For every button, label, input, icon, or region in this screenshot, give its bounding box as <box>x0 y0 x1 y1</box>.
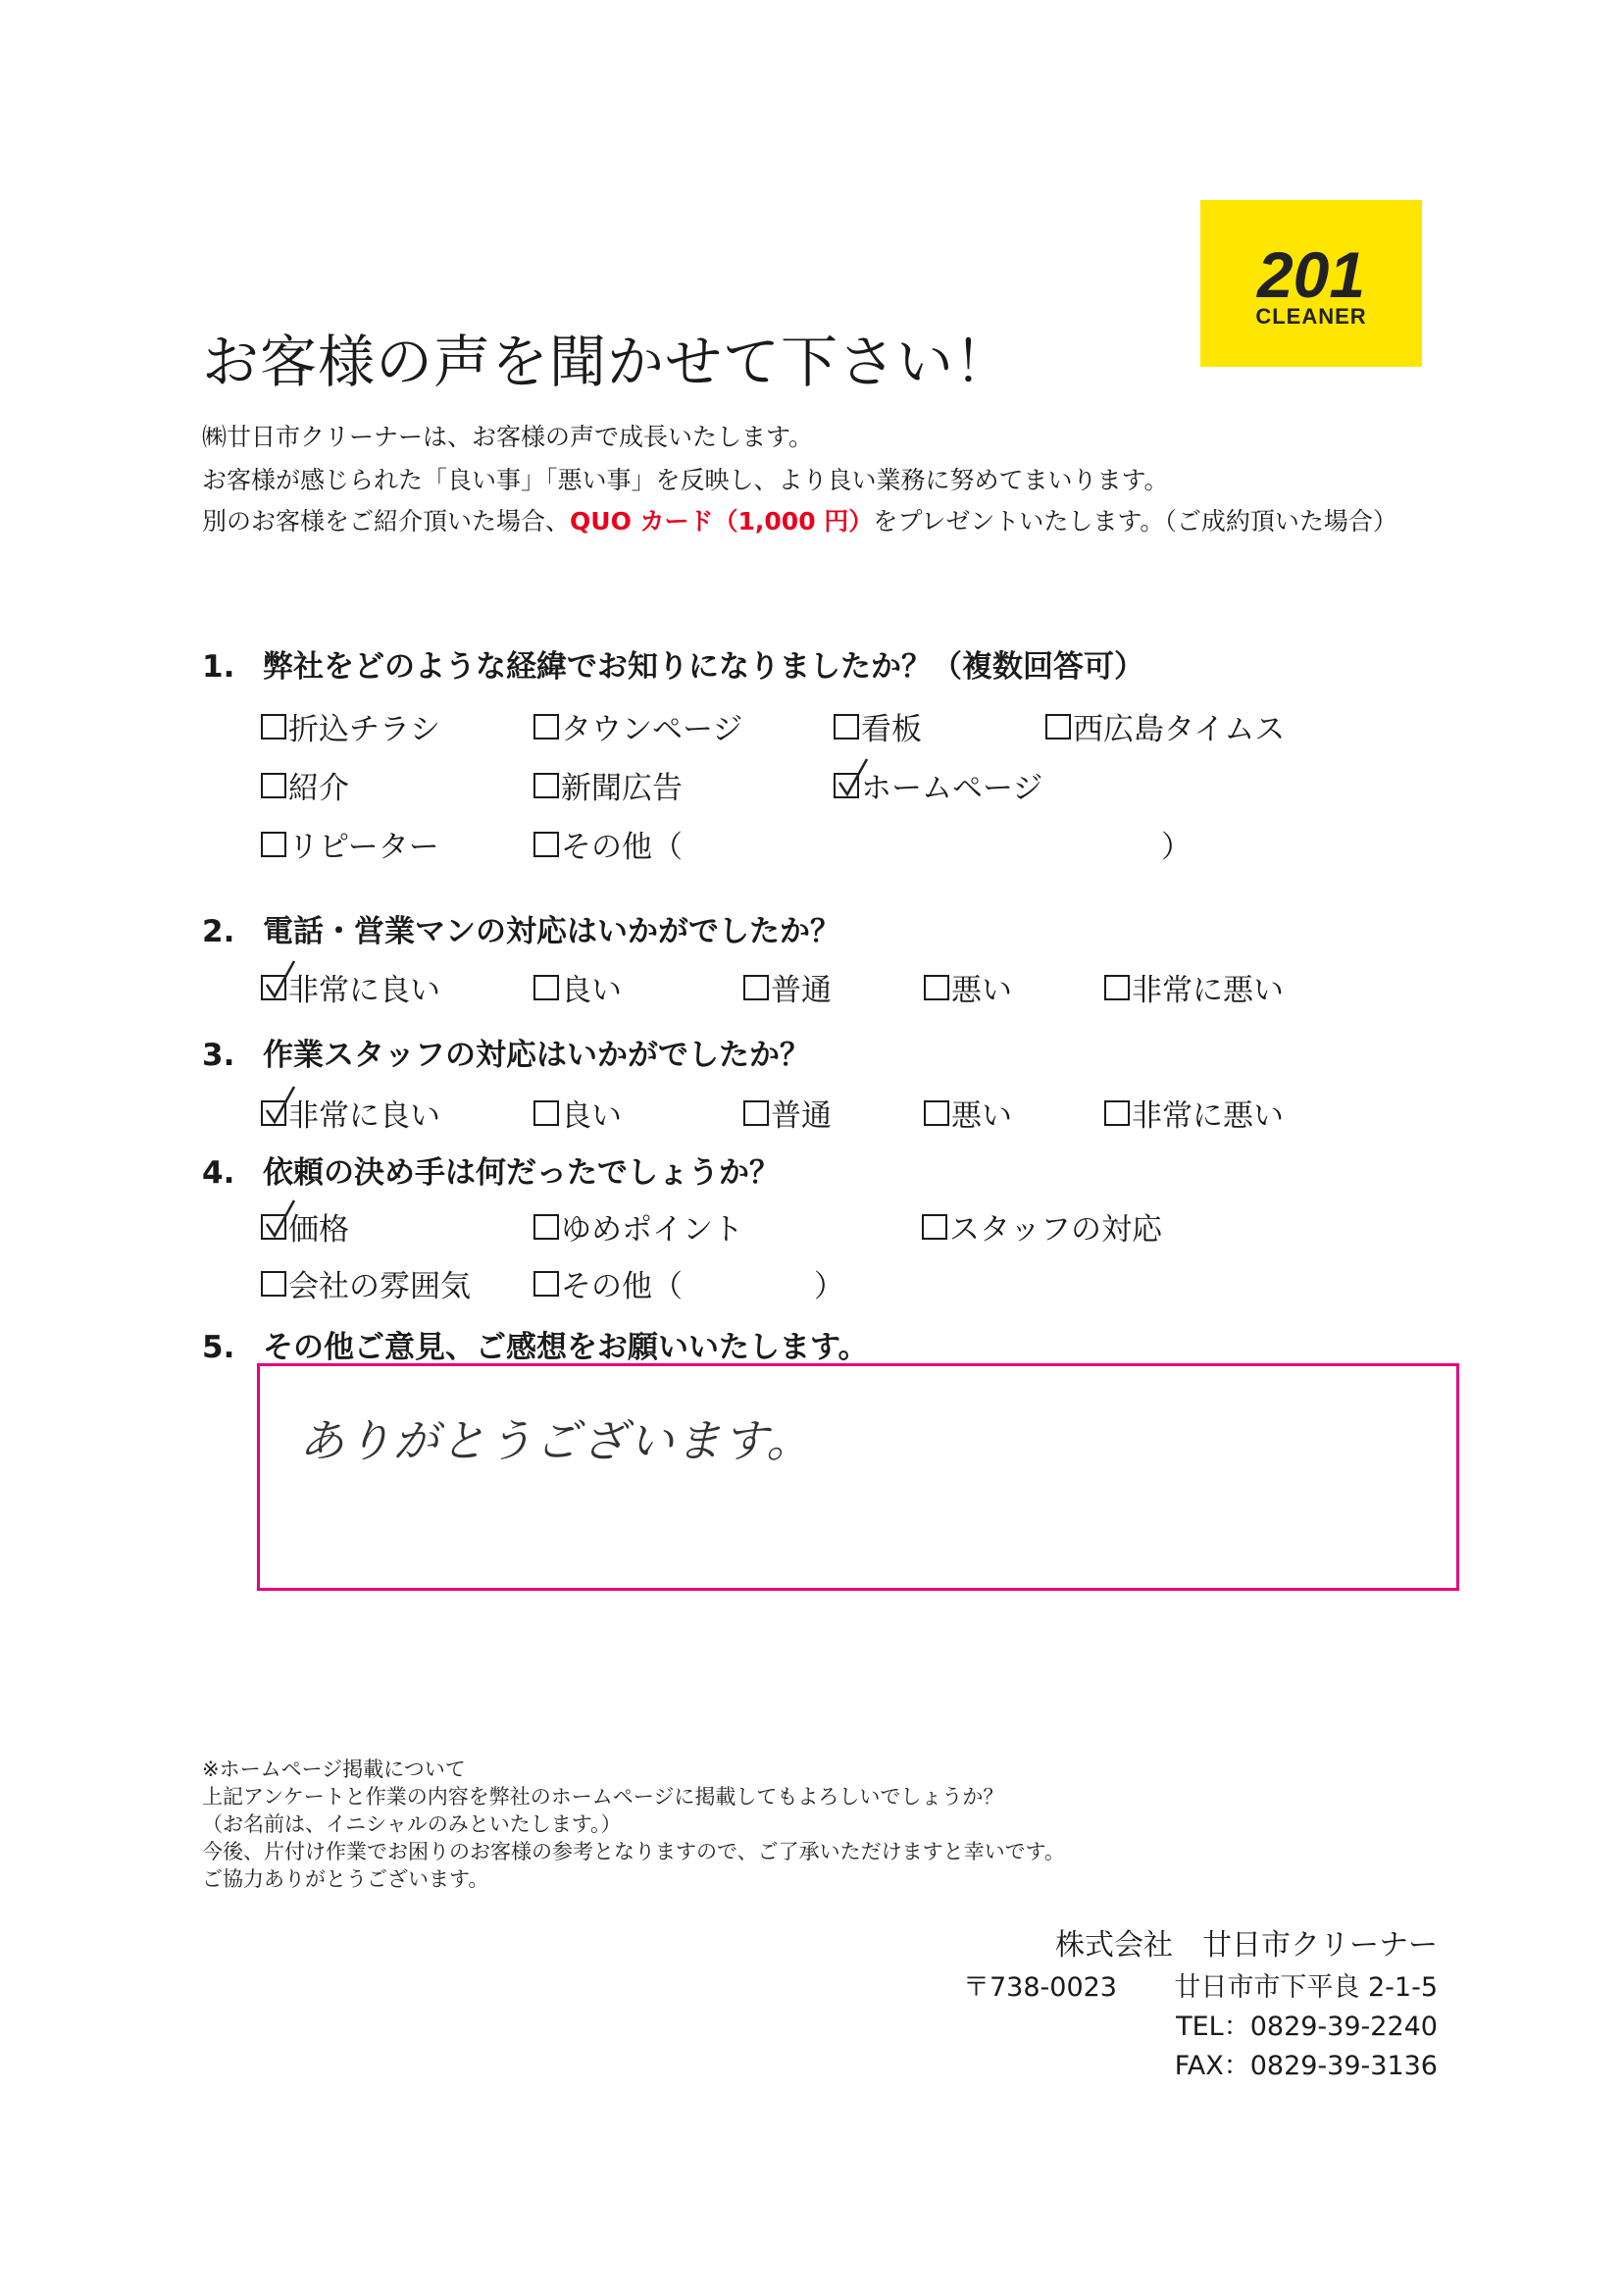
page-title: お客様の声を聞かせて下さい！ <box>202 329 1013 395</box>
q3-option-very-bad[interactable]: 非常に悪い <box>1104 1091 1284 1135</box>
checkmark-icon <box>265 1198 296 1238</box>
intro-line-3-post: をプレゼントいたします。（ご成約頂いた場合） <box>873 507 1397 535</box>
checkbox[interactable] <box>533 773 559 798</box>
note-line-4: 今後、片付け作業でお困りのお客様の参考となりますので、ご了承いただけますと幸いです。 <box>202 1840 1065 1863</box>
intro-line-3 <box>202 502 1397 537</box>
q2-option-normal[interactable]: 普通 <box>743 965 832 1009</box>
q1-option-nishihiroshima-times[interactable]: 西広島タイムス <box>1045 704 1285 748</box>
q4-other-close-paren: ） <box>814 1269 844 1304</box>
q2-option-very-good[interactable]: 非常に良い <box>261 965 440 1009</box>
note-line-1: ※ホームページ掲載について <box>202 1758 466 1781</box>
checkbox[interactable] <box>261 1271 286 1297</box>
note-line-2: 上記アンケートと作業の内容を弊社のホームページに掲載してもよろしいでしょうか？ <box>202 1785 1004 1809</box>
handwritten-answer: ありがとうございます。 <box>299 1414 814 1467</box>
checkbox[interactable] <box>533 832 559 857</box>
checkbox-checked[interactable] <box>261 1214 286 1240</box>
comment-textarea[interactable] <box>257 1363 1459 1591</box>
q1-option-other[interactable]: その他（ <box>533 822 683 866</box>
checkbox[interactable] <box>533 1100 559 1126</box>
checkbox-checked[interactable] <box>261 975 286 1000</box>
question-4 <box>202 1147 780 1192</box>
checkbox[interactable] <box>1104 1100 1130 1126</box>
q3-option-good[interactable]: 良い <box>533 1091 622 1135</box>
company-tel: TEL：0829-39-2240 <box>1176 2012 1438 2042</box>
note-line-5: ご協力ありがとうございます。 <box>202 1867 489 1891</box>
company-name: 株式会社 廿日市クリーナー <box>1055 1928 1438 1963</box>
q4-option-atmosphere[interactable]: 会社の雰囲気 <box>261 1261 471 1305</box>
question-text: 電話・営業マンの対応はいかがでしたか？ <box>263 914 840 949</box>
q4-option-yume-point[interactable]: ゆめポイント <box>533 1204 743 1249</box>
intro-line-3-pre: 別のお客様をご紹介頂いた場合、 <box>202 507 571 535</box>
q1-option-signboard[interactable]: 看板 <box>834 704 922 748</box>
logo-word: CLEANER <box>1255 304 1367 329</box>
question-number: 2. <box>202 914 235 949</box>
question-1 <box>202 641 1144 686</box>
company-address: 廿日市市下平良 2-1-5 <box>1174 1972 1438 2003</box>
q4-option-price[interactable]: 価格 <box>261 1204 349 1249</box>
company-fax: FAX：0829-39-3136 <box>1174 2051 1438 2081</box>
checkbox-checked[interactable] <box>261 1100 286 1126</box>
question-text: 依頼の決め手は何だったでしょうか？ <box>263 1155 780 1191</box>
q1-option-townpage[interactable]: タウンページ <box>533 704 742 748</box>
logo-number: 201 <box>1256 238 1366 311</box>
checkbox[interactable] <box>533 1214 559 1240</box>
question-number: 1. <box>202 649 235 685</box>
q2-option-bad[interactable]: 悪い <box>924 965 1012 1009</box>
checkbox[interactable] <box>924 975 949 1000</box>
question-number: 5. <box>202 1330 235 1365</box>
q2-option-good[interactable]: 良い <box>533 965 622 1009</box>
q3-option-normal[interactable]: 普通 <box>743 1091 832 1135</box>
q1-option-repeater[interactable]: リピーター <box>261 822 439 866</box>
checkbox[interactable] <box>834 714 859 739</box>
checkbox[interactable] <box>533 975 559 1000</box>
q3-option-very-good[interactable]: 非常に良い <box>261 1091 440 1135</box>
question-text: その他ご意見、ご感想をお願いいたします。 <box>263 1330 869 1365</box>
question-5 <box>202 1322 869 1366</box>
q3-option-bad[interactable]: 悪い <box>924 1091 1012 1135</box>
question-number: 3. <box>202 1038 235 1073</box>
checkbox[interactable] <box>1045 714 1071 739</box>
q4-option-other[interactable]: その他（ <box>533 1261 683 1305</box>
question-number: 4. <box>202 1155 235 1191</box>
question-text: 弊社をどのような経緯でお知りになりましたか？（複数回答可） <box>263 649 1144 685</box>
q2-option-very-bad[interactable]: 非常に悪い <box>1104 965 1284 1009</box>
company-logo <box>1200 200 1422 367</box>
postal-code: 〒738-0023 <box>963 1972 1117 2003</box>
checkbox[interactable] <box>533 714 559 739</box>
note-line-3: （お名前は、イニシャルのみといたします。） <box>202 1812 622 1836</box>
checkbox[interactable] <box>261 714 286 739</box>
checkbox[interactable] <box>922 1214 947 1240</box>
question-text: 作業スタッフの対応はいかがでしたか？ <box>263 1038 810 1073</box>
question-2 <box>202 906 840 950</box>
checkbox[interactable] <box>261 773 286 798</box>
checkbox-checked[interactable] <box>834 773 859 798</box>
checkbox[interactable] <box>743 1100 769 1126</box>
checkmark-icon <box>265 1085 296 1124</box>
q1-other-close-paren: ） <box>1161 830 1192 865</box>
question-3 <box>202 1030 810 1074</box>
checkbox[interactable] <box>533 1271 559 1297</box>
q1-option-newspaper[interactable]: 新聞広告 <box>533 763 683 807</box>
q4-option-staff-response[interactable]: スタッフの対応 <box>922 1204 1162 1249</box>
checkmark-icon <box>265 959 296 998</box>
checkmark-icon <box>837 757 869 796</box>
quo-card-offer: QUO カード（1,000 円） <box>570 507 874 535</box>
intro-line-2: お客様が感じられた「良い事」「悪い事」を反映し、より良い業務に努めてまいります。 <box>202 466 1169 494</box>
q1-option-flyer[interactable]: 折込チラシ <box>261 704 440 748</box>
checkbox[interactable] <box>261 832 286 857</box>
q1-option-referral[interactable]: 紹介 <box>261 763 349 807</box>
intro-line-1: ㈱廿日市クリーナーは、お客様の声で成長いたします。 <box>202 423 814 451</box>
checkbox[interactable] <box>743 975 769 1000</box>
checkbox[interactable] <box>1104 975 1130 1000</box>
q1-option-homepage[interactable]: ホームページ <box>834 763 1042 807</box>
checkbox[interactable] <box>924 1100 949 1126</box>
